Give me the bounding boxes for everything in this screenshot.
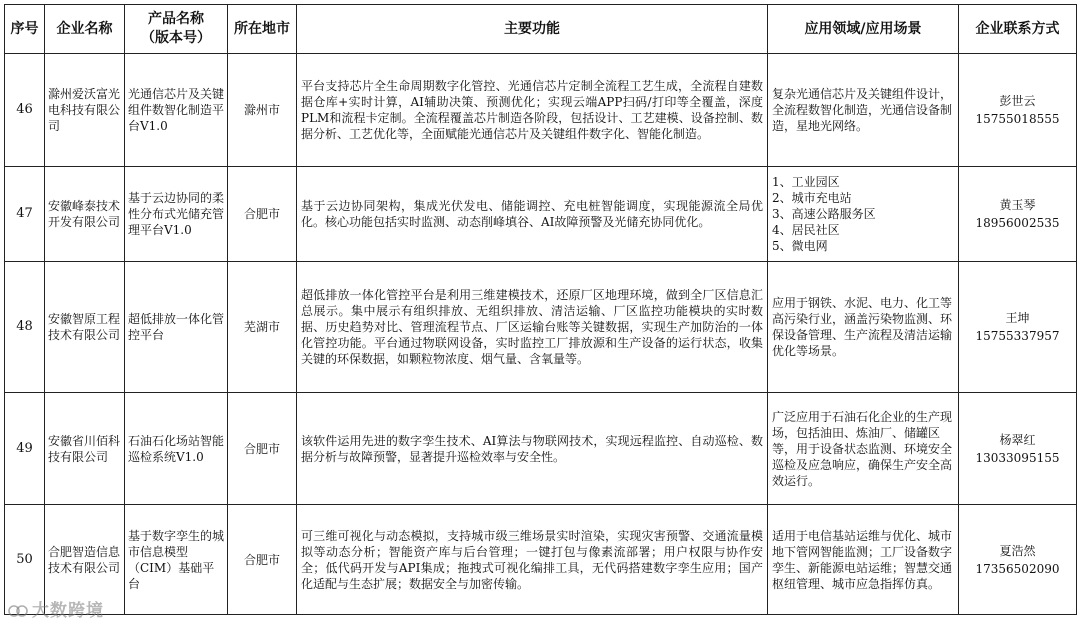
product-name: 基于云边协同的柔性分布式光储充管理平台V1.0	[125, 167, 228, 262]
header-row	[5, 5, 1077, 54]
city: 滁州市	[228, 54, 297, 167]
main-functions: 可三维可视化与动态模拟，支持城市级三维场景实时渲染，实现灾害预警、交通流量模拟等动态分析；智能资产库与后台管理；一键打包与像素流部署；用户权限与协作安全；低代码开发与API集成；拖拽式可视化编排工具，无代码搭建数字孪生应用；国产化适配与生态扩展；数据安全与加密传输。	[297, 505, 768, 615]
scenario-list	[772, 295, 954, 359]
row-number: 47	[5, 167, 45, 262]
city: 芜湖市	[228, 262, 297, 393]
scenario-item: 适用于电信基站运维与优化、城市地下管网智能监测；工厂设备数字孪生、新能源电站运维；智慧交通枢纽管理、城市应急指挥仿真。	[772, 528, 953, 591]
contact-phone: 17356502090	[975, 561, 1060, 576]
product-name: 基于数字孪生的城市信息模型（CIM）基础平台	[125, 505, 228, 615]
contact-cell	[959, 54, 1077, 167]
contact-cell	[959, 393, 1077, 505]
table-row	[5, 54, 1077, 167]
contact-name: 黄玉琴	[999, 198, 1036, 212]
company-name: 合肥智造信息技术有限公司	[45, 505, 125, 615]
company-name: 安徽智原工程技术有限公司	[45, 262, 125, 393]
watermark-text: 大数跨境	[32, 601, 104, 621]
scenario-item: 应用于钢铁、水泥、电力、化工等高污染行业，涵盖污染物监测、环保设备管理、生产流程及清洁运输优化等场景。	[772, 296, 953, 358]
table-row	[5, 393, 1077, 505]
contact-phone: 13033095155	[975, 450, 1060, 465]
product-name: 光通信芯片及关键组件数智化制造平台V1.0	[125, 54, 228, 167]
table-row	[5, 262, 1077, 393]
row-number: 49	[5, 393, 45, 505]
application-scenarios	[768, 393, 959, 505]
company-name: 安徽峰泰技术开发有限公司	[45, 167, 125, 262]
scenario-item: 4、居民社区	[772, 223, 840, 237]
scenario-list	[772, 528, 954, 592]
scenario-list	[772, 409, 954, 489]
main-functions: 超低排放一体化管控平台是利用三维建模技术，还原厂区地理环境，做到全厂区信息汇总展示。集中展示有组织排放、无组织排放、清洁运输、厂区监控功能模块的实时数据、历史趋势对比、管理流程节点、厂区运输台账等关键数据，实现生产加防治的一体化管控功能。平台通过物联网设备，实时监控工厂排放源和生产设备的运行状态，收集关键的环保数据，如颗粒物浓度、烟气量、含氧量等。	[297, 262, 768, 393]
watermark	[8, 596, 104, 621]
header-company: 企业名称	[45, 5, 125, 54]
company-name: 滁州爱沃富光电科技有限公司	[45, 54, 125, 167]
contact-phone: 15755018555	[975, 112, 1060, 126]
header-city: 所在地市	[228, 5, 297, 54]
main-functions: 平台支持芯片全生命周期数字化管控、光通信芯片定制全流程工艺生成，全流程自建数据仓库+实时计算，AI辅助决策、预测优化；实现云端APP扫码/打印等全覆盖，深度PLM和流程卡定制。全流程覆盖芯片制造各阶段，包括设计、工艺建模、设备控制、数据分析、工艺优化等，全面赋能光通信芯片及关键组件数字化、智能化制造。	[297, 54, 768, 167]
contact-name: 夏浩然	[999, 543, 1036, 558]
application-scenarios	[768, 262, 959, 393]
contact-cell	[959, 262, 1077, 393]
scenario-item: 广泛应用于石油石化企业的生产现场，包括油田、炼油厂、储罐区等，用于设备状态监测、环境安全巡检及应急响应，确保生产安全高效运行。	[772, 409, 953, 488]
contact-name: 王坤	[1005, 311, 1030, 325]
scenario-item: 5、微电网	[772, 239, 828, 253]
header-no: 序号	[5, 5, 45, 54]
scenario-item: 1、工业园区	[772, 175, 840, 189]
contact-cell	[959, 167, 1077, 262]
scenario-list	[772, 86, 954, 134]
row-number: 46	[5, 54, 45, 167]
application-scenarios	[768, 54, 959, 167]
main-functions: 基于云边协同架构，集成光伏发电、储能调控、充电桩智能调度，实现能源流全局优化。核心功能包括实时监测、动态削峰填谷、AI故障预警及光储充协同优化。	[297, 167, 768, 262]
scenario-item: 2、城市充电站	[772, 191, 852, 205]
city: 合肥市	[228, 505, 297, 615]
scenario-item: 3、高速公路服务区	[772, 207, 876, 221]
header-product: 产品名称 （版本号）	[125, 5, 228, 54]
table-row	[5, 505, 1077, 615]
contact-phone: 15755337957	[975, 329, 1060, 343]
enterprise-table	[4, 4, 1077, 615]
application-scenarios	[768, 167, 959, 262]
contact-name: 彭世云	[999, 94, 1036, 108]
company-name: 安徽省川佰科技有限公司	[45, 393, 125, 505]
main-functions: 该软件运用先进的数字孪生技术、AI算法与物联网技术，实现远程监控、自动巡检、数据分析与故障预警，显著提升巡检效率与安全性。	[297, 393, 768, 505]
scenario-item: 复杂光通信芯片及关键组件设计，全流程数智化制造，光通信设备制造，星地光网络。	[772, 87, 953, 133]
header-scenarios: 应用领域/应用场景	[768, 5, 959, 54]
contact-name: 杨翠红	[999, 432, 1036, 447]
table-row	[5, 167, 1077, 262]
scenario-list	[772, 174, 954, 254]
row-number: 50	[5, 505, 45, 615]
product-name: 超低排放一体化管控平台	[125, 262, 228, 393]
header-functions: 主要功能	[297, 5, 768, 54]
application-scenarios	[768, 505, 959, 615]
product-name: 石油石化场站智能巡检系统V1.0	[125, 393, 228, 505]
city: 合肥市	[228, 393, 297, 505]
watermark-logo-icon	[8, 604, 28, 618]
city: 合肥市	[228, 167, 297, 262]
contact-phone: 18956002535	[975, 216, 1060, 230]
row-number: 48	[5, 262, 45, 393]
contact-cell	[959, 505, 1077, 615]
header-contact: 企业联系方式	[959, 5, 1077, 54]
